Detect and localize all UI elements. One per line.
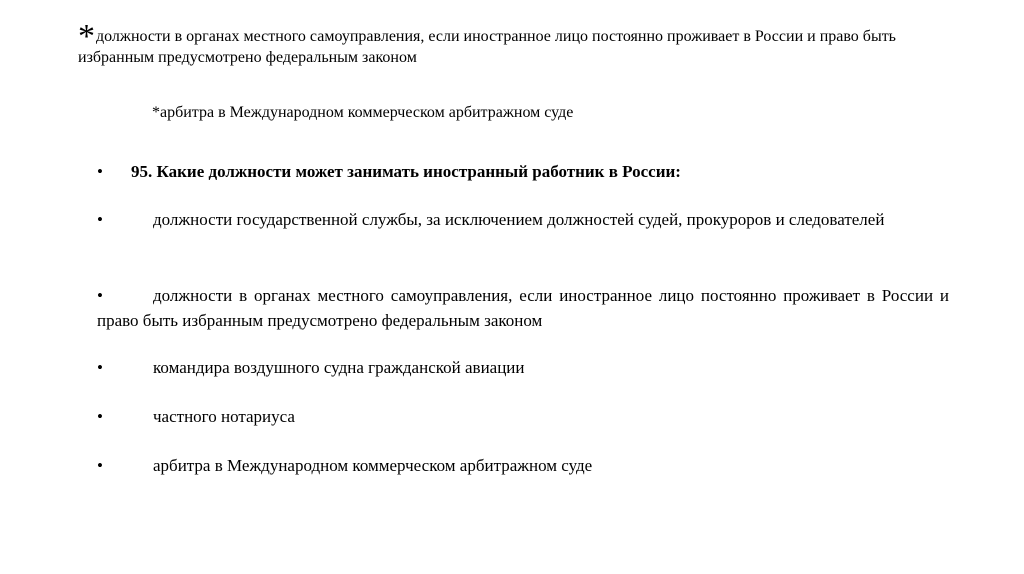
correct-answer-1	[78, 18, 958, 68]
option-text: арбитра в Международном коммерческом арбитражном суде	[153, 456, 593, 475]
option-text: должности в органах местного самоуправления, если иностранное лицо постоянно проживает в России и право быть избранным предусмотрено федеральным законом	[97, 286, 949, 330]
option-item	[97, 355, 949, 380]
correct-answer-2: *арбитра в Международном коммерческом арбитражном суде	[152, 104, 574, 121]
question-heading	[97, 160, 957, 184]
answer-marker: *	[78, 18, 95, 55]
option-item	[97, 283, 949, 333]
option-bullet: •	[97, 407, 103, 426]
option-bullet: •	[97, 210, 103, 229]
option-bullet: •	[97, 456, 103, 475]
correct-answer-1-text: должности в органах местного самоуправления, если иностранное лицо постоянно проживает в России и право быть избранным предусмотрено федеральным законом	[78, 28, 896, 66]
option-bullet: •	[97, 358, 103, 377]
option-text: частного нотариуса	[153, 407, 295, 426]
question-text: 95. Какие должности может занимать иностранный работник в России:	[131, 162, 681, 181]
option-item	[97, 207, 949, 232]
option-bullet: •	[97, 286, 103, 305]
question-bullet: •	[97, 162, 103, 181]
option-text: должности государственной службы, за исключением должностей судей, прокуроров и следователей	[153, 210, 885, 229]
option-item	[97, 453, 949, 478]
option-text: командира воздушного судна гражданской авиации	[153, 358, 525, 377]
option-item	[97, 404, 949, 429]
